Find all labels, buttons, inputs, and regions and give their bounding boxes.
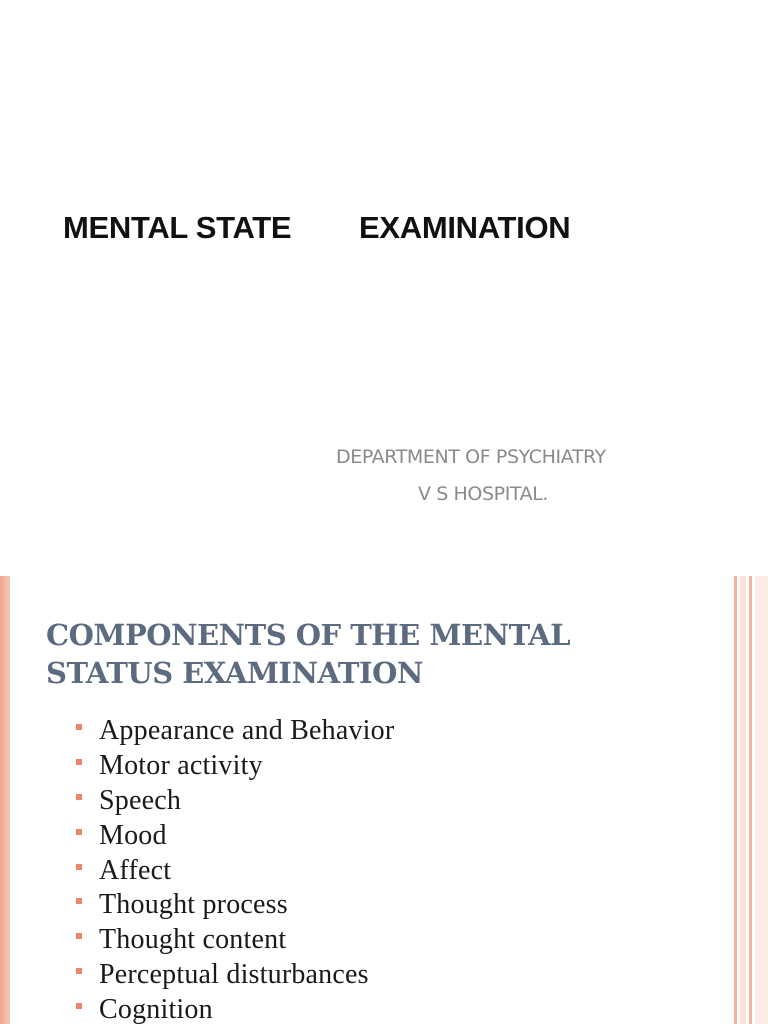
components-slide bbox=[0, 576, 768, 1024]
list-item bbox=[76, 818, 394, 853]
components-title bbox=[46, 616, 686, 692]
list-item-label: Mood bbox=[99, 819, 167, 851]
slide-right-border-stripe bbox=[755, 576, 768, 1024]
list-item-label: Motor activity bbox=[99, 750, 263, 782]
title-mental-state: MENTAL STATE bbox=[63, 210, 292, 245]
list-item bbox=[76, 923, 394, 958]
bullet-icon bbox=[76, 724, 82, 730]
bullet-icon bbox=[76, 1003, 82, 1009]
bullet-icon bbox=[76, 898, 82, 904]
subtitle-hospital: V S HOSPITAL. bbox=[418, 483, 549, 505]
bullet-icon bbox=[76, 794, 82, 800]
bullet-icon bbox=[76, 864, 82, 870]
components-list bbox=[76, 714, 394, 1024]
list-item-label: Thought process bbox=[99, 889, 288, 921]
list-item bbox=[76, 958, 394, 993]
list-item-label: Cognition bbox=[99, 993, 213, 1024]
list-item-label: Appearance and Behavior bbox=[99, 715, 395, 747]
slide-left-border bbox=[0, 576, 10, 1024]
list-item-label: Affect bbox=[99, 854, 172, 886]
list-item bbox=[76, 888, 394, 923]
list-item bbox=[76, 714, 394, 749]
components-title-line1: COMPONENTS OF THE MENTAL bbox=[46, 618, 570, 652]
slide-right-border-stripe bbox=[740, 576, 746, 1024]
list-item bbox=[76, 749, 394, 784]
list-item bbox=[76, 784, 394, 819]
bullet-icon bbox=[76, 759, 82, 765]
components-title-line2: STATUS EXAMINATION bbox=[46, 656, 423, 690]
bullet-icon bbox=[76, 829, 82, 835]
list-item bbox=[76, 853, 394, 888]
subtitle-department: DEPARTMENT OF PSYCHIATRY bbox=[336, 446, 606, 468]
list-item-label: Perceptual disturbances bbox=[99, 958, 369, 990]
list-item-label: Thought content bbox=[99, 924, 287, 956]
bullet-icon bbox=[76, 933, 82, 939]
title-examination: EXAMINATION bbox=[359, 210, 571, 245]
slide-right-border-stripe bbox=[749, 576, 752, 1024]
list-item bbox=[76, 992, 394, 1024]
bullet-icon bbox=[76, 968, 82, 974]
slide-right-border-stripe bbox=[734, 576, 737, 1024]
list-item-label: Speech bbox=[99, 784, 182, 816]
